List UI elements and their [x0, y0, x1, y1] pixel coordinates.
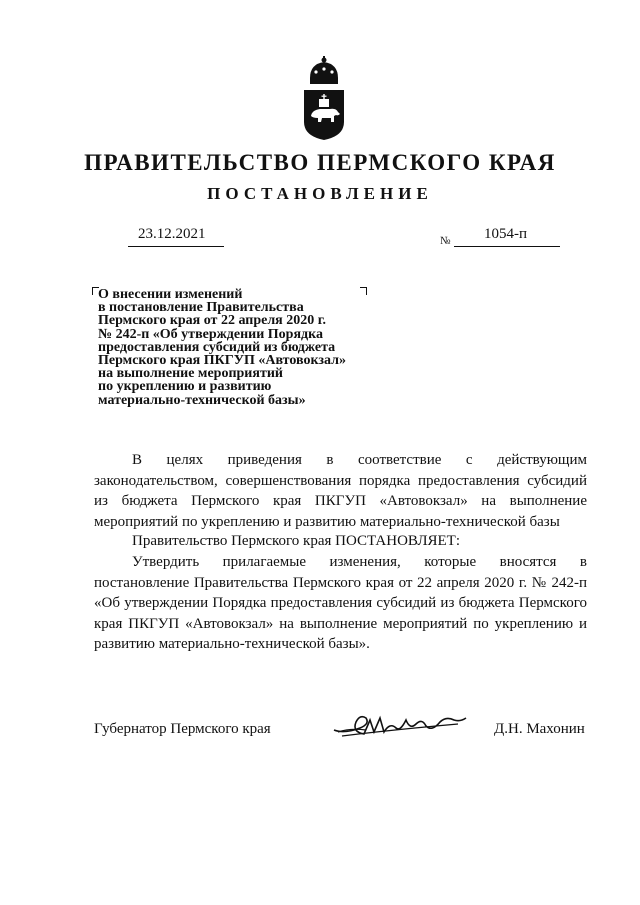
paragraph-text: Правительство Пермского края ПОСТАНОВЛЯЕТ: — [132, 533, 461, 549]
subject-line: в постановление Правительства — [98, 300, 304, 316]
body-paragraph-1 — [94, 450, 587, 532]
subject-line: по укреплению и развитию — [98, 379, 272, 395]
document-date: 23.12.2021 — [138, 226, 206, 242]
signature-image — [330, 708, 470, 742]
subject-line: О внесении изменений — [98, 287, 243, 302]
subject-line: материально-технической базы» — [98, 392, 306, 408]
subject-line: Пермского края от 22 апреля 2020 г. — [98, 313, 327, 329]
date-underline — [128, 246, 224, 247]
subject-line: на выполнение мероприятий — [98, 366, 283, 382]
subject-bracket-right — [360, 287, 367, 295]
paragraph-text: Утвердить прилагаемые изменения, которые вносятся в постановление Правительства Пермского края от 22 апреля 2020 г. № 242-п «Об утверждении Порядка предоставления субсидий из бюджета Пермского края ПКГУП «Автовокзал» на выполнение мероприятий по укреплению и развитию материально-технической базы». — [94, 554, 587, 652]
document-type: ПОСТАНОВЛЕНИЕ — [207, 184, 433, 203]
document-number: 1054-п — [484, 226, 528, 242]
signatory-position: Губернатор Пермского края — [94, 721, 271, 737]
body-paragraph-3 — [94, 552, 587, 655]
paragraph-text: В целях приведения в соответствие с действующим законодательством, совершенствования порядка предоставления субсидий из бюджета Пермского края ПКГУП «Автовокзал» на выполнение мероприятий по укреплению и развитию материально-технической базы — [94, 452, 587, 530]
subject-line: № 242-п «Об утверждении Порядка — [98, 326, 323, 342]
number-underline — [454, 246, 560, 247]
subject-line: предоставления субсидий из бюджета — [98, 339, 336, 355]
document-subject — [98, 288, 346, 407]
subject-line: Пермского края ПКГУП «Автовокзал» — [98, 353, 346, 369]
body-paragraph-2 — [94, 531, 587, 552]
coat-of-arms-icon — [296, 56, 352, 142]
organization-title: ПРАВИТЕЛЬСТВО ПЕРМСКОГО КРАЯ — [84, 150, 556, 175]
signatory-name: Д.Н. Махонин — [494, 721, 585, 737]
number-sign: № — [440, 235, 451, 247]
